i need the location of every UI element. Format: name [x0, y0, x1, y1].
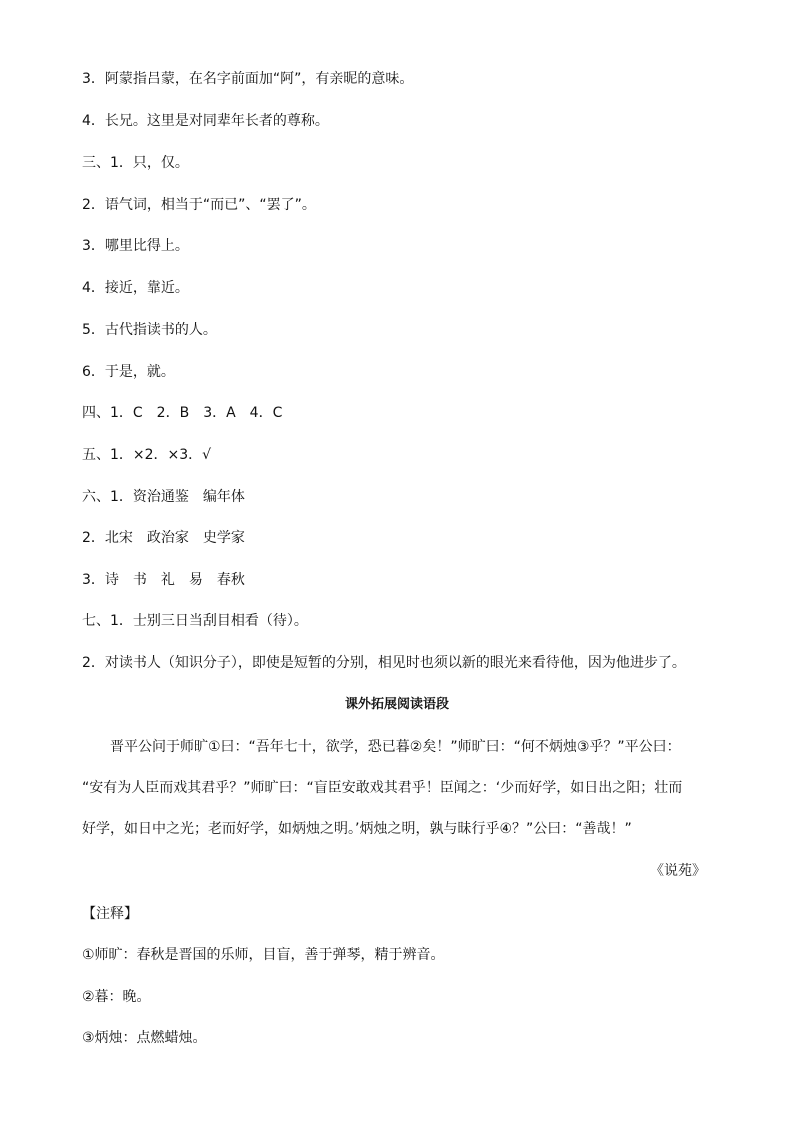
answer-line: 五、1．×2．×3．√ — [82, 447, 212, 463]
answer-line: 2．北宋 政治家 史学家 — [82, 530, 245, 546]
source-citation: 《说苑》 — [650, 863, 706, 879]
answer-line: 4．接近，靠近。 — [82, 280, 189, 296]
answer-line: 3．哪里比得上。 — [82, 238, 189, 254]
answer-line: 2．语气词，相当于“而已”、“罢了”。 — [82, 197, 316, 213]
passage-line: 好学，如日中之光；老而好学，如炳烛之明。’炳烛之明，孰与昧行乎④？”公曰：“善哉！” — [82, 821, 632, 837]
answer-line: 七、1．士别三日当刮目相看（待）。 — [82, 613, 308, 629]
notes-heading: 【注释】 — [82, 906, 138, 922]
answer-line: 5．古代指读书的人。 — [82, 322, 217, 338]
answer-line: 四、1．C 2．B 3．A 4．C — [82, 405, 283, 421]
note-item: ②暮：晚。 — [82, 989, 151, 1005]
passage-line: “安有为人臣而戏其君乎？”师旷曰：“盲臣安敢戏其君乎！臣闻之：‘少而好学，如日出之阳；壮而 — [82, 780, 683, 796]
answer-line: 六、1．资治通鉴 编年体 — [82, 489, 245, 505]
answer-line: 3．诗 书 礼 易 春秋 — [82, 572, 245, 588]
answer-line: 3．阿蒙指吕蒙，在名字前面加“阿”，有亲昵的意味。 — [82, 71, 414, 87]
passage-line: 晋平公问于师旷①曰：“吾年七十，欲学，恐已暮②矣！”师旷曰：“何不炳烛③乎？”平公曰： — [82, 739, 681, 755]
answer-line: 4．长兄。这里是对同辈年长者的尊称。 — [82, 113, 329, 129]
answer-line: 2．对读书人（知识分子），即使是短暂的分别，相见时也须以新的眼光来看待他，因为他进步了。 — [82, 655, 686, 671]
note-item: ③炳烛：点燃蜡烛。 — [82, 1030, 207, 1046]
answer-line: 6．于是，就。 — [82, 364, 175, 380]
answer-line: 三、1．只，仅。 — [82, 155, 189, 171]
note-item: ①师旷：春秋是晋国的乐师，目盲，善于弹琴，精于辨音。 — [82, 947, 445, 963]
section-title: 课外拓展阅读语段 — [344, 697, 449, 712]
